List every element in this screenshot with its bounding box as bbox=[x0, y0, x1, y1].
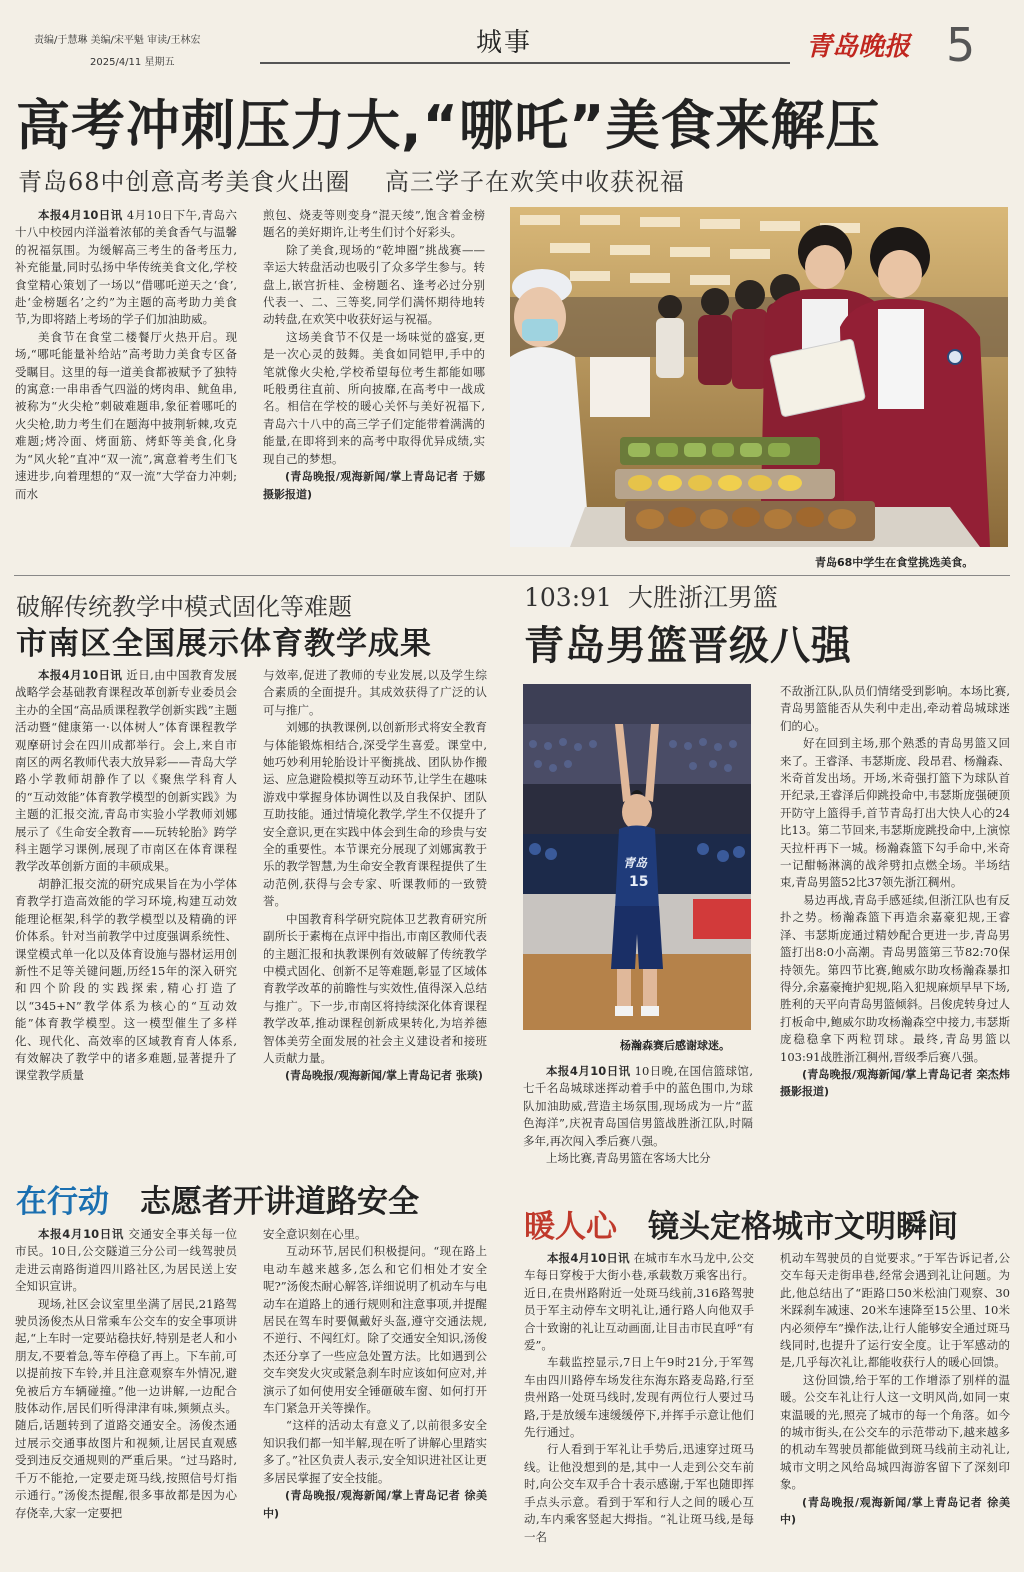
story5-para3: 行人看到于军礼让手势后,迅速穿过斑马线。让他没想到的是,其中一人走到公交车前时,向公交车双手合十表示感谢,于军也随即挥手点头示意。看到于军和行人之间的暖心互动,车内乘客竖起大拇指。“礼让斑马线,是每一名 bbox=[524, 1442, 754, 1544]
story3-dateline: 本报4月10日讯 bbox=[546, 1064, 631, 1078]
story5-para1: 在城市车水马龙中,公交车每日穿梭于大街小巷,承载数万乘客出行。近日,在贵州路附近一处斑马线前,316路驾驶员于军主动停车文明礼让,通行路人向他双手合十致谢的礼让互动画面,让目击市民直呼“有爱”。 bbox=[524, 1251, 754, 1353]
story4-para1: 交通安全事关每一位市民。10日,公交隧道三分公司一线驾驶员走进云南路街道四川路社区,为居民送上安全知识宣讲。 bbox=[15, 1227, 237, 1294]
story1-para3: 煎包、烧麦等则变身“混天绫”,饱含着金榜题名的美好期许,让考生们讨个好彩头。 bbox=[263, 208, 485, 240]
story1-para2: 美食节在食堂二楼餐厅火热开启。现场,“哪吒能量补给站”高考助力美食专区备受瞩目。这里的每一道美食都被赋予了独特的寓意:一串串香气四溢的烤肉串、鱿鱼串,被称为“火尖枪”刺破难题串,象征着哪吒的火尖枪,助力考生们在题海中披荆斩棘,攻克难题;烤冷面、烤面筋、烤虾等美食,化身为“风火轮”直冲“双一流”,寓意着考生们飞速进步,向着理想的“双一流”大学奋力冲刺;而水 bbox=[15, 329, 237, 501]
story2-column-2 bbox=[263, 667, 487, 1153]
story4-para2: 现场,社区会议室里坐满了居民,21路驾驶员汤俊杰从日常乘车公交车的安全事项讲起,“上车时一定要站稳扶好,特别是老人和小朋友,不要着急,等车停稳了再上。下车前,可以提前按下车铃,并且注意观察车外情况,避免被后方车辆碰撞。”他一边讲解,一边配合肢体动作,居民们听得津津有味,频频点头。随后,话题转到了道路交通安全。汤俊杰通过展示交通事故图片和视频,让居民直观感受到违反交通规则的严重后果。“过马路时,千万不能抢,一定要走斑马线,按照信号灯指示通行。”汤俊杰提醒,很多事故都是因为心存侥幸,大家一定要把 bbox=[15, 1296, 237, 1520]
story1-headline: 高考冲刺压力大,“哪吒”美食来解压 bbox=[16, 94, 881, 157]
jersey-number: 15 bbox=[629, 874, 649, 890]
story2-para1: 近日,由中国教育发展战略学会基础教育课程改革创新专业委员会主办的全国“高品质课程教学创新实践”主题活动暨“健康第一·以体树人”体育课程教学观摩研讨会在四川成都举行。会上,来自市南区的两名教师代表大放异彩——青岛大学路小学教师胡静作了以《聚焦学科育人的“互动效能”体育教学模型的创新实践》为主题的汇报交流,青岛市实验小学教师刘娜展示了《生命安全教育——玩转轮胎》跨学科主题学习课例,展现了市南区在体育课程教学改革创新方面的丰硕成果。 bbox=[15, 668, 237, 874]
story3-para-r2: 好在回到主场,那个熟悉的青岛男篮又回来了。王睿泽、韦瑟斯庞、段昂君、杨瀚森、米奇首发出场。开场,米奇强打篮下为球队首开纪录,王睿泽后仰跳投命中,韦瑟斯庞强硬顶开防守上篮得手,首节青岛打出大快人心的24比13。第二节回来,韦瑟斯庞跳投命中,上演惊天拉杆再下一城。杨瀚森篮下勾手命中,米奇一记酣畅淋漓的战斧劈扣点燃全场。半场结束,青岛男篮52比37领先浙江稠州。 bbox=[780, 736, 1010, 890]
story5-headline: 镜头定格城市文明瞬间 bbox=[648, 1209, 958, 1245]
story4-headline: 志愿者开讲道路安全 bbox=[140, 1184, 419, 1220]
story1-para1: 4月10日下午,青岛六十八中校园内洋溢着浓郁的美食香气与温馨的祝福氛围。为缓解高三考生的备考压力,补充能量,同时弘扬中华传统美食文化,学校食堂精心策划了一场以“借哪吒逆天之‘食’,赴‘金榜题名’之约”为主题的高考助力美食节,为即将踏上考场的学子们加油助威。 bbox=[15, 208, 237, 327]
story3-column-below bbox=[523, 1063, 753, 1181]
story4-dateline: 本报4月10日讯 bbox=[38, 1227, 125, 1241]
story1-para4: 除了美食,现场的“乾坤圈”挑战赛——幸运大转盘活动也吸引了众多学生参与。转盘上,嵌宫折桂、金榜题名、逢考必过分别代表一、二、三等奖,同学们满怀期待地转动转盘,在欢笑中收获好运与祝福。 bbox=[263, 242, 485, 327]
story4-signature: (青岛晚报/观海新闻/掌上青岛记者 徐美中) bbox=[263, 1489, 487, 1520]
story1-photo-caption: 青岛68中学生在食堂挑选美食。 bbox=[815, 556, 974, 569]
story2-para5: 中国教育科学研究院体卫艺教育研究所副所长于素梅在点评中指出,市南区教师代表的主题汇报和执教课例有效破解了传统教学中模式固化、创新不足等难题,彰显了区域体育教学改革的前瞻性与实效性,值得深入总结与推广。下一步,市南区将持续深化体育课程教学改革,推动课程创新成果转化,为培养德智体美劳全面发展的社会主义建设者和接班人贡献力量。 bbox=[263, 911, 487, 1065]
story2-column-1 bbox=[15, 667, 237, 1153]
story2-dateline: 本报4月10日讯 bbox=[38, 668, 123, 682]
story2-para2: 胡静汇报交流的研究成果旨在为小学体育教学打造高效能的学习环境,构建互动效能理论框架,科学的教学模型以及精确的评价体系。针对当前教学中过度强调系统性、课堂模式单一化以及体育设施与器材运用创新性不足等关键问题,历经15年的深入研究和四个阶段的实践探索,精心打造了以“345+N”教学体系为核心的“互动效能”体育教学模型。这一模型催生了多样化、现代化、高效率的区域教育育人体系,有效解决了教学中的诸多难题,显著提升了课堂教学质量 bbox=[15, 876, 237, 1083]
story4-column-2 bbox=[263, 1226, 487, 1560]
story3-signature: (青岛晚报/观海新闻/掌上青岛记者 栾杰炜 摄影报道) bbox=[780, 1067, 1010, 1099]
divider-1 bbox=[14, 575, 1010, 576]
story2-signature: (青岛晚报/观海新闻/掌上青岛记者 张琰) bbox=[285, 1069, 483, 1083]
story3-headline: 青岛男篮晋级八强 bbox=[524, 623, 852, 669]
page-number: 5 bbox=[946, 18, 976, 72]
story3-para-r1: 不敌浙江队,队员们情绪受到影响。本场比赛,青岛男篮能否从失利中走出,牵动着岛城球迷们的心。 bbox=[780, 684, 1010, 733]
story5-dateline: 本报4月10日讯 bbox=[547, 1251, 630, 1265]
story5-column-1 bbox=[524, 1250, 754, 1560]
cafeteria-scene bbox=[510, 207, 1008, 547]
editors-credit: 责编/于慧琳 美编/宋平魁 审读/王林宏 bbox=[34, 35, 201, 46]
story4-badge: 在行动 bbox=[16, 1184, 109, 1220]
story5-para5: 这份回馈,给于军的工作增添了别样的温暖。公交车礼让行人这一文明风尚,如同一束束温暖的光,照亮了城市的每一个角落。如今的城市街头,在公交车的示范带动下,越来越多的机动车驾驶员都能做到斑马线前主动礼让,城市文明之风给岛城四海游客留下了深刻印象。 bbox=[780, 1372, 1010, 1492]
header-rule bbox=[260, 62, 790, 64]
jersey-team-text: 青岛 bbox=[623, 856, 648, 870]
story4-para3: 安全意识刻在心里。 bbox=[263, 1227, 367, 1241]
story2-para3: 与效率,促进了教师的专业发展,以及学生综合素质的全面提升。其成效获得了广泛的认可与推广。 bbox=[263, 668, 487, 717]
story1-para5: 这场美食节不仅是一场味觉的盛宴,更是一次心灵的鼓舞。美食如同铠甲,手中的笔就像火尖枪,学校希望每位考生都能如哪吒般勇往直前、所向披靡,在高考中一战成名。相信在学校的暖心关怀与美好祝福下,青岛六十八中的高三学子们定能带着满满的能量,在即将到来的高考中取得优异成绩,实现自己的梦想。 bbox=[263, 329, 485, 466]
brand-logo: 青岛晚报 bbox=[806, 32, 911, 62]
story1-column-1 bbox=[15, 207, 237, 552]
story4-column-1 bbox=[15, 1226, 237, 1560]
story3-para-r3: 易边再战,青岛手感延续,但浙江队也有反扑之势。杨瀚森篮下再造余嘉豪犯规,王睿泽、韦瑟斯庞通过精妙配合更进一步,青岛男篮打出8:0小高潮。青岛男篮第三节82:70保持领先。第四节比赛,鲍威尔助攻杨瀚森暴扣得分,余嘉豪掩护犯规,陷入犯规麻烦早早下场,胜利的天平向青岛男篮倾斜。吕俊虎转身过人打板命中,鲍威尔助攻杨瀚森空中接力,韦瑟斯庞稳稳拿下两粒罚球。最终,青岛男篮以103:91战胜浙江稠州,晋级季后赛八强。 bbox=[780, 892, 1010, 1064]
story2-para4: 刘娜的执教课例,以创新形式将安全教育与体能锻炼相结合,深受学生喜爱。课堂中,她巧妙利用轮胎设计平衡挑战、团队协作搬运、应急避险模拟等互动环节,让学生在趣味游戏中掌握身体协调性以及自我保护、团队互助技能。通过情境化教学,学生不仅提升了安全意识,更在实践中体会到生命的珍贵与安全的重要性。本节课充分展现了刘娜寓教于乐的教学智慧,为生命安全教育课程提供了生动范例,获得与会专家、听课教师的一致赞誉。 bbox=[263, 720, 487, 909]
story3-photo-caption: 杨瀚森赛后感谢球迷。 bbox=[620, 1039, 730, 1052]
issue-date: 2025/4/11 星期五 bbox=[90, 57, 175, 68]
story3-para-b2: 上场比赛,青岛男篮在客场大比分 bbox=[546, 1151, 711, 1166]
story5-column-2 bbox=[780, 1250, 1010, 1560]
story5-signature: (青岛晚报/观海新闻/掌上青岛记者 徐美中) bbox=[780, 1495, 1010, 1527]
story3-photo bbox=[523, 684, 751, 1030]
story5-para4: 机动车驾驶员的自觉要求。”于军告诉记者,公交车每天走街串巷,经常会遇到礼让问题。为此,他总结出了“距路口50米松油门观察、30米踩刹车减速、20米车速降至15公里、10米内必须停车”操作法,让行人能够安全通过斑马线同时,也提升了运行安全度。让于军感动的是,几乎每次礼让,都能收获行人的暖心回馈。 bbox=[780, 1251, 1010, 1370]
story1-dateline: 本报4月10日讯 bbox=[38, 208, 123, 222]
section-name: 城事 bbox=[476, 28, 533, 58]
story3-column-right bbox=[780, 683, 1010, 1181]
story5-badge: 暖人心 bbox=[524, 1209, 617, 1245]
story1-photo bbox=[510, 207, 1008, 547]
story4-para4: 互动环节,居民们积极提问。“现在路上电动车越来越多,怎么和它们相处才安全呢?”汤俊杰耐心解答,详细说明了机动车与电动车在道路上的通行规则和注意事项,并提醒居民在驾车时要佩戴好头盔,遵守交通法规,不逆行、不闯红灯。除了交通安全知识,汤俊杰还分享了一些应急处置方法。比如遇到公交车突发火灾或紧急刹车时应该如何应对,并演示了如何使用安全锤砸破车窗、如何打开车门紧急开关等操作。 bbox=[263, 1244, 487, 1416]
story1-column-2 bbox=[263, 207, 485, 552]
story2-kicker: 破解传统教学中模式固化等难题 bbox=[16, 593, 352, 621]
story1-subhead: 青岛68中创意高考美食火出圈 高三学子在欢笑中收获祝福 bbox=[18, 168, 686, 196]
story3-kicker: 103:91 大胜浙江男篮 bbox=[524, 583, 778, 612]
story3-para-b1: 10日晚,在国信篮球馆,七千名岛城球迷挥动着手中的蓝色围巾,为球队加油助威,营造主场氛围,现场成为一片“蓝色海洋”,庆祝青岛国信男篮战胜浙江队,时隔多年,再次闯入季后赛八强。 bbox=[523, 1064, 753, 1148]
story4-para5: “这样的活动太有意义了,以前很多安全知识我们都一知半解,现在听了讲解心里踏实多了。”社区负责人表示,安全知识进社区让更多居民掌握了安全技能。 bbox=[263, 1418, 487, 1485]
story5-para2: 车载监控显示,7日上午9时21分,于军驾车由四川路停车场发往东海东路麦岛路,行至贵州路一处斑马线时,发现有两位行人要过马路,于是放缓车速缓缓停下,并挥手示意让他们先行通过。 bbox=[524, 1355, 754, 1440]
story1-signature: (青岛晚报/观海新闻/掌上青岛记者 于娜 摄影报道) bbox=[263, 470, 485, 501]
story2-headline: 市南区全国展示体育教学成果 bbox=[16, 626, 432, 662]
